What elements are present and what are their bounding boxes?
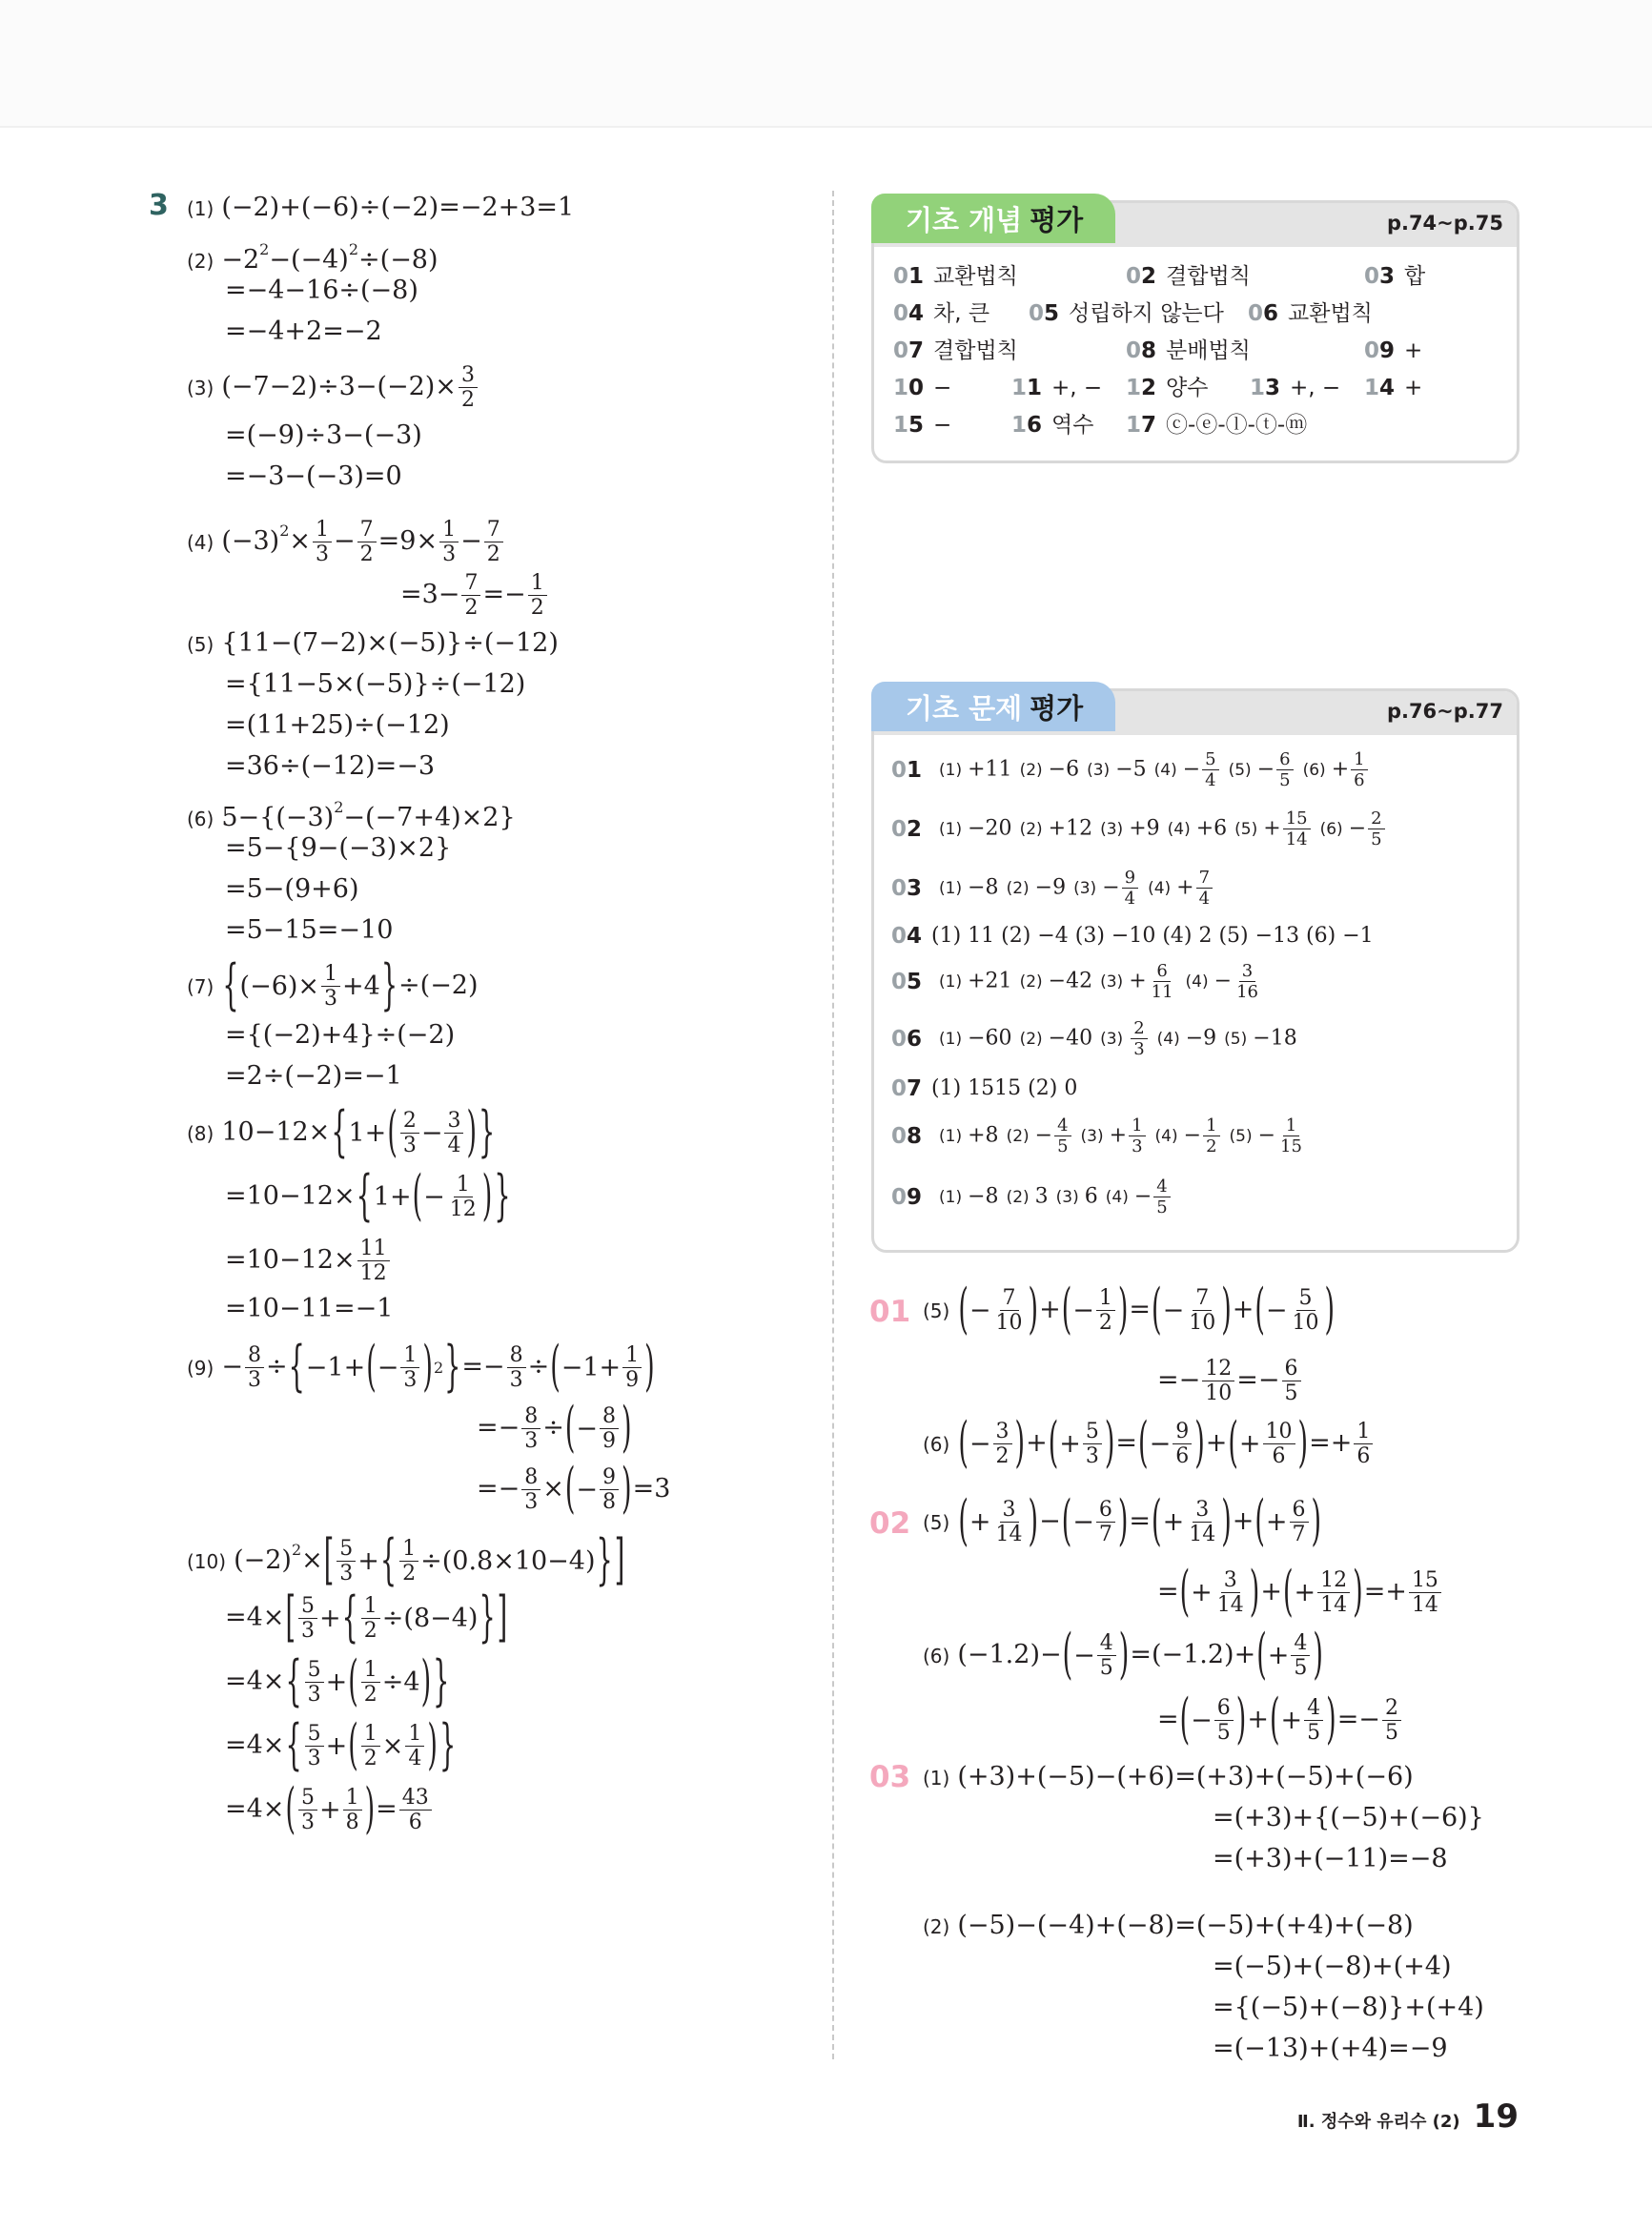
concept-answer: 13 +, − [1250, 376, 1341, 400]
concept-answer: 09 + [1364, 338, 1423, 363]
solution-number: 03 [869, 1760, 911, 1794]
concept-answer: 07 결합법칙 [893, 338, 1018, 363]
solution-line: $(2) -2^2-(-4)^2\div(-8)$ [187, 240, 438, 275]
solution-line: (1) (+3)+(−5)−(+6)=(+3)+(−5)+(−6) [923, 1762, 1414, 1791]
solution-line: (4) $(-3)^2\times$ $\frac{1}{3}$ − $\frac{7}{2}$ =9× $\frac{1}{3}$ − $\frac{7}{2}$ [187, 512, 505, 565]
solution-line: ={11−5×(−5)}÷(−12) [225, 669, 526, 699]
solution-line: (5) ( + $\frac{3}{14}$ ) − ( − $\frac{6}{7}$ ) = ( + $\frac{3}{14}$ ) + ( + $\frac{6}{7}$ ) [923, 1489, 1322, 1552]
answer-row: 01 (1) +11 (2) −6 (3) −5 (4) − $\frac{5}{4}$ (5) − $\frac{6}{5}$ (6) + $\frac{1}{6}$ [891, 750, 1370, 789]
solution-line: =10−11=−1 [225, 1294, 394, 1323]
solution-line: =(+3)+{(−5)+(−6)} [1213, 1803, 1484, 1832]
concept-answer: 12 양수 [1126, 376, 1209, 400]
solution-line: =(−13)+(+4)=−9 [1213, 2034, 1448, 2063]
basic-problem-box [871, 688, 1519, 1253]
solution-line: =4× ( $\frac{5}{3}$ + $\frac{1}{8}$ ) = $\frac{43}{6}$ [225, 1787, 434, 1833]
solution-line: (6) ( − $\frac{3}{2}$ ) + ( + $\frac{5}{3}$ ) = ( − $\frac{9}{6}$ ) + ( + $\frac{10}{6}$ ) =+ $\frac{1}{6}$ [923, 1421, 1375, 1467]
column-divider [832, 191, 834, 2059]
solution-line: =5−15=−10 [225, 915, 394, 945]
page-number: 19 [1473, 2097, 1519, 2136]
answer-row: 09 (1) −8 (2) 3 (3) 6 (4) − $\frac{4}{5}$ [891, 1177, 1173, 1217]
solution-line: (8) 10−12× { 1+ ( $\frac{2}{3}$ − $\frac{3}{4}$ ) } [187, 1100, 496, 1163]
page-top-band [0, 0, 1652, 128]
concept-answer: 02 결합법칙 [1126, 264, 1251, 289]
basic-concept-tab: 기초 개념 평가 [871, 194, 1115, 243]
concept-answer: 16 역수 [1011, 413, 1094, 438]
solution-line: (2) (−5)−(−4)+(−8)=(−5)+(+4)+(−8) [923, 1911, 1414, 1940]
solution-line: (5) {11−(7−2)×(−5)}÷(−12) [187, 628, 559, 658]
solution-line: =−3−(−3)=0 [225, 461, 402, 491]
solution-line: =−4−16÷(−8) [225, 276, 418, 305]
solution-line: (6) (−1.2)− ( − $\frac{4}{5}$ ) =(−1.2)+ ( + $\frac{4}{5}$ ) [923, 1623, 1323, 1686]
solution-line: =− $\frac{12}{10}$ =− $\frac{6}{5}$ [1157, 1358, 1303, 1404]
solution-line: = ( + $\frac{3}{14}$ ) + ( + $\frac{12}{14}$ ) =+ $\frac{15}{14}$ [1157, 1569, 1443, 1616]
solution-line: =(11+25)÷(−12) [225, 710, 450, 740]
solution-line: =5−{9−(−3)×2} [225, 833, 452, 863]
concept-answer: 17 ⓒ-ⓔ-ⓛ-ⓣ-ⓜ [1126, 413, 1308, 438]
concept-answer: 05 성립하지 않는다 [1029, 301, 1224, 326]
answer-row: 07 (1) 1515 (2) 0 [891, 1076, 1078, 1101]
solution-line: =36÷(−12)=−3 [225, 751, 436, 781]
solution-line: =4× { $\frac{5}{3}$ + ( $\frac{1}{2}$ ÷4 ) } [225, 1649, 450, 1712]
solution-number: 02 [869, 1506, 911, 1541]
concept-answer: 11 +, − [1011, 376, 1103, 400]
concept-answer: 10 − [893, 376, 952, 400]
concept-answer: 08 분배법칙 [1126, 338, 1251, 363]
solution-line: (5) ( − $\frac{7}{10}$ ) + ( − $\frac{1}{2}$ ) = ( − $\frac{7}{10}$ ) + ( − $\frac{5}{10}$ ) [923, 1278, 1336, 1340]
solution-line: (7) { (−6)× $\frac{1}{3}$ +4 } ÷(−2) [187, 953, 479, 1016]
answer-row: 08 (1) +8 (2) − $\frac{4}{5}$ (3) + $\frac{1}{3}$ (4) − $\frac{1}{2}$ (5) − $\frac{1}{15}$ [891, 1115, 1302, 1156]
solution-line: ={(−5)+(−8)}+(+4) [1213, 1993, 1484, 2022]
solution-line: =3− $\frac{7}{2}$ =− $\frac{1}{2}$ [400, 572, 549, 619]
answer-row: 04 (1) 11 (2) −4 (3) −10 (4) 2 (5) −13 (6) −1 [891, 924, 1374, 949]
basic-concept-box [871, 200, 1519, 463]
solution-line: =(−5)+(−8)+(+4) [1213, 1952, 1452, 1981]
solution-line: =− $\frac{8}{3}$ × ( − $\frac{9}{8}$ ) =3 [477, 1457, 671, 1520]
solution-line: (9) − $\frac{8}{3}$ ÷ { −1+ ( − $\frac{1}{3}$ ) 2 } =− $\frac{8}{3}$ ÷ ( −1+ $\frac{1}{9}$ ) [187, 1335, 655, 1398]
solution-line: =− $\frac{8}{3}$ ÷ ( − $\frac{8}{9}$ ) [477, 1396, 632, 1459]
solution-number: 01 [869, 1295, 911, 1329]
answer-row: 05 (1) +21 (2) −42 (3) + $\frac{6}{11}$ (4) − $\frac{3}{16}$ [891, 961, 1258, 1002]
solution-line: =5−(9+6) [225, 874, 359, 904]
solution-line: =4× { $\frac{5}{3}$ + ( $\frac{1}{2}$ × $\frac{1}{4}$ ) } [225, 1713, 457, 1776]
solution-line: =10−12× $\frac{11}{12}$ [225, 1238, 392, 1284]
concept-answer: 14 + [1364, 376, 1423, 400]
basic-problem-tab: 기초 문제 평가 [871, 682, 1115, 731]
concept-answer: 04 차, 큰 [893, 301, 990, 326]
solution-line: (6) $5-\{(-3)^2-(-7+4)\times 2\}$ [187, 798, 516, 832]
chapter-label: Ⅱ. 정수와 유리수 (2) [1296, 2112, 1460, 2132]
concept-answer: 01 교환법칙 [893, 264, 1018, 289]
concept-answer: 03 합 [1364, 264, 1426, 289]
solution-line: (1) (−2)+(−6)÷(−2)=−2+3=1 [187, 193, 575, 222]
solution-line: =−4+2=−2 [225, 317, 382, 346]
concept-answer: 06 교환법칙 [1248, 301, 1373, 326]
solution-line: =10−12× { 1+ ( − $\frac{1}{12}$ ) } [225, 1164, 511, 1227]
solution-line: =(−9)÷3−(−3) [225, 420, 422, 450]
solution-line: (3) (−7−2)÷3−(−2)× $\frac{3}{2}$ [187, 364, 479, 411]
solution-line: ={(−2)+4}÷(−2) [225, 1020, 456, 1050]
solution-line: =(+3)+(−11)=−8 [1213, 1844, 1448, 1873]
solution-line: (10) $(-2)^2\times$ [ $\frac{5}{3}$ + { $\frac{1}{2}$ ÷(0.8×10−4) } ] [187, 1528, 625, 1591]
solution-line: =2÷(−2)=−1 [225, 1061, 402, 1091]
page-range: p.76~p.77 [1386, 700, 1503, 723]
solution-line: =4× [ $\frac{5}{3}$ + { $\frac{1}{2}$ ÷(8−4) } ] [225, 1586, 508, 1648]
answer-row: 02 (1) −20 (2) +12 (3) +9 (4) +6 (5) + $\frac{15}{14}$ (6) − $\frac{2}{5}$ [891, 809, 1387, 849]
page-range: p.74~p.75 [1386, 212, 1503, 235]
page-footer [1297, 2097, 1519, 2136]
concept-answer: 15 − [893, 413, 952, 438]
solution-line: = ( − $\frac{6}{5}$ ) + ( + $\frac{4}{5}$ ) =− $\frac{2}{5}$ [1157, 1697, 1403, 1744]
answer-row: 03 (1) −8 (2) −9 (3) − $\frac{9}{4}$ (4) + $\frac{7}{4}$ [891, 869, 1214, 908]
answer-row: 06 (1) −60 (2) −40 (3) $\frac{2}{3}$ (4) −9 (5) −18 [891, 1018, 1297, 1059]
question-number: 3 [149, 189, 169, 222]
